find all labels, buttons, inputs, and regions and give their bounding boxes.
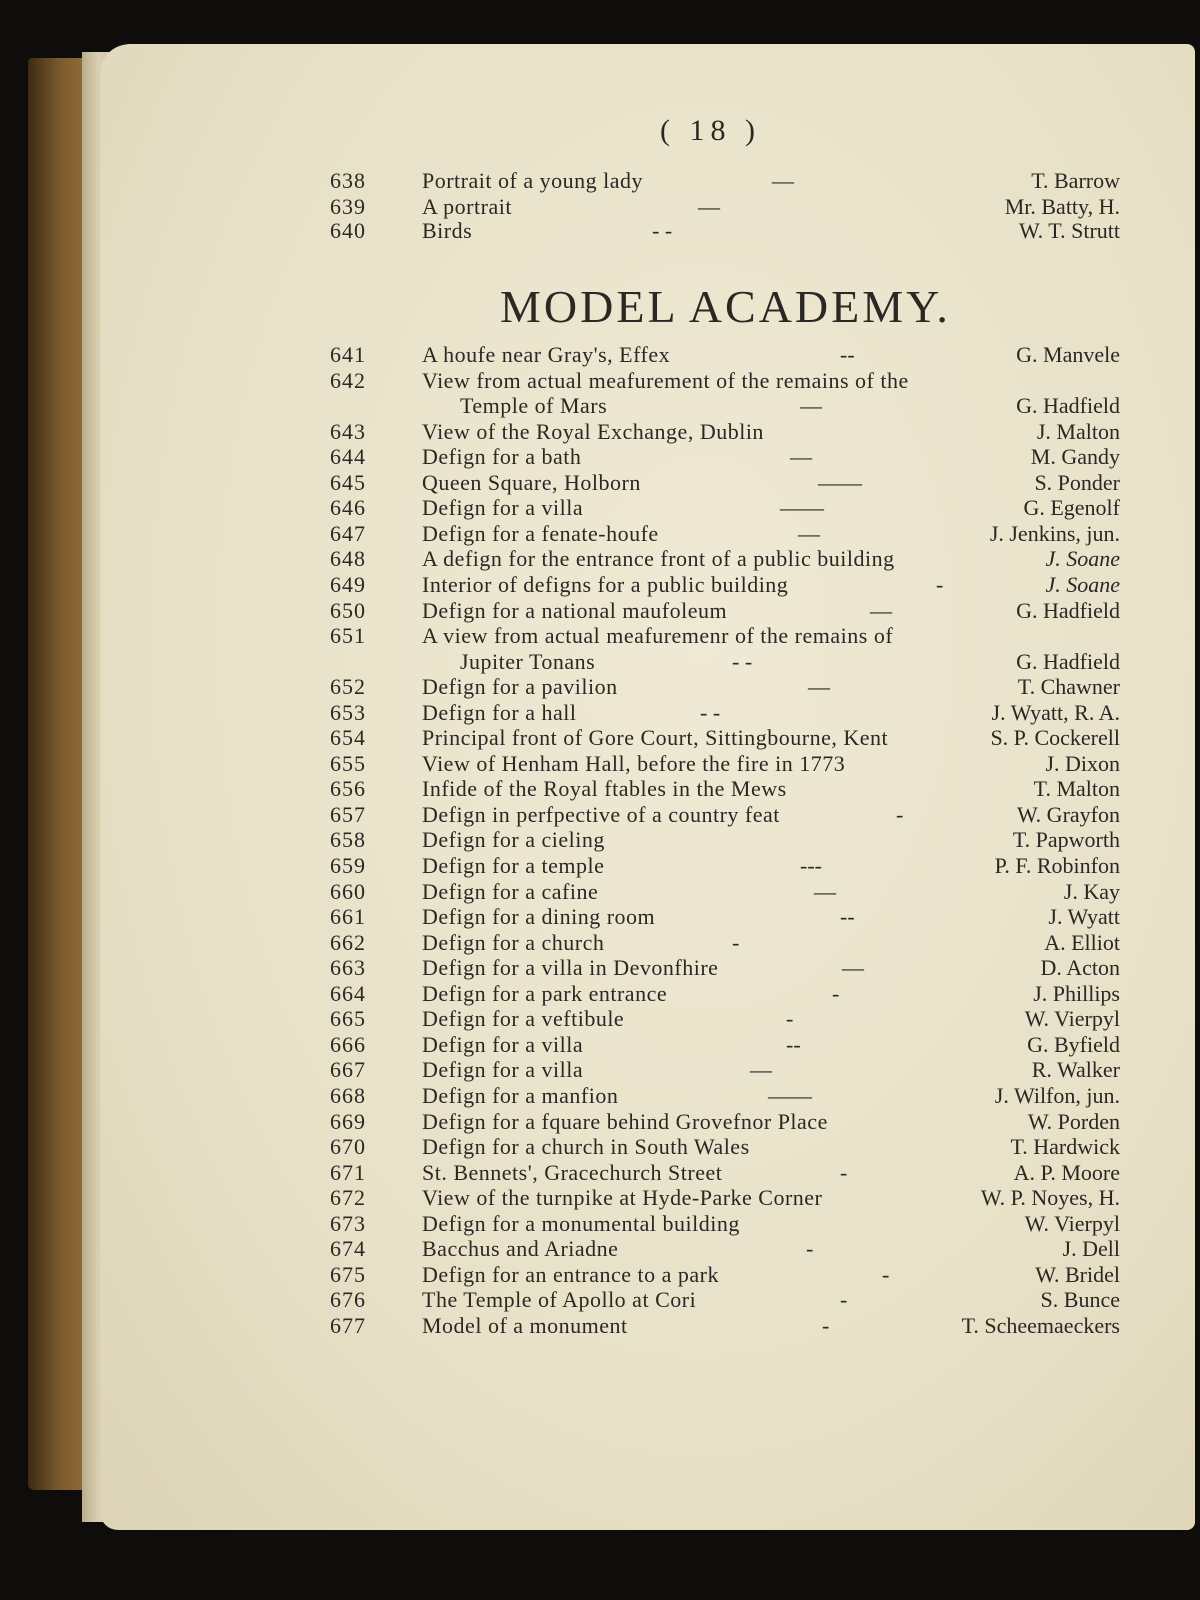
- entry-number: 653: [330, 700, 366, 725]
- entry-number: 657: [330, 802, 366, 827]
- entry-number: 658: [330, 827, 366, 852]
- entry-title: Portrait of a young lady: [422, 168, 643, 193]
- entry-dash-separator: -: [936, 572, 944, 597]
- entry-artist: M. Gandy: [1030, 444, 1120, 469]
- catalogue-entry: [100, 1032, 1195, 1058]
- catalogue-entry: [100, 1134, 1195, 1160]
- entry-artist: T. Chawner: [1017, 674, 1120, 699]
- catalogue-entry: [100, 930, 1195, 956]
- entry-number: 651: [330, 623, 366, 648]
- catalogue-entry: [100, 1313, 1195, 1339]
- entry-number: 664: [330, 981, 366, 1006]
- entry-number: 650: [330, 598, 366, 623]
- entry-artist: G. Egenolf: [1023, 495, 1120, 520]
- entry-title: A portrait: [422, 194, 512, 219]
- entry-artist: T. Barrow: [1031, 168, 1120, 193]
- entry-title: Model of a monument: [422, 1313, 628, 1338]
- catalogue-entry: [100, 393, 1195, 419]
- catalogue-entry: [100, 572, 1195, 598]
- entry-number: 659: [330, 853, 366, 878]
- entry-title: Infide of the Royal ftables in the Mews: [422, 776, 787, 801]
- page-number-header: ( 18 ): [660, 114, 761, 147]
- catalogue-entry: [100, 194, 1195, 220]
- entry-title: Jupiter Tonans: [460, 649, 596, 674]
- entry-title: The Temple of Apollo at Cori: [422, 1287, 697, 1312]
- entry-artist: A. Elliot: [1044, 930, 1120, 955]
- entry-artist: W. T. Strutt: [1018, 218, 1120, 243]
- entry-number: 645: [330, 470, 366, 495]
- entry-number: 644: [330, 444, 366, 469]
- catalogue-entry: [100, 827, 1195, 853]
- entry-artist: J. Dell: [1062, 1236, 1120, 1261]
- entry-title: Defign for a church: [422, 930, 605, 955]
- catalogue-entry: [100, 598, 1195, 624]
- catalogue-entry: [100, 853, 1195, 879]
- entry-number: 660: [330, 879, 366, 904]
- entry-artist: J. Wyatt, R. A.: [991, 700, 1120, 725]
- entry-title: View from actual meafurement of the remains of the: [422, 368, 909, 393]
- entry-number: 663: [330, 955, 366, 980]
- entry-number: 675: [330, 1262, 366, 1287]
- section-title: MODEL ACADEMY.: [500, 281, 951, 332]
- entry-title: Queen Square, Holborn: [422, 470, 641, 495]
- entry-title: Defign for a cafine: [422, 879, 599, 904]
- catalogue-entry: [100, 168, 1195, 194]
- entry-dash-separator: - -: [700, 700, 721, 725]
- entry-title: Bacchus and Ariadne: [422, 1236, 619, 1261]
- catalogue-entry: [100, 751, 1195, 777]
- entry-title: Defign for a dining room: [422, 904, 656, 929]
- catalogue-entry: [100, 904, 1195, 930]
- entry-artist: R. Walker: [1031, 1057, 1120, 1082]
- entry-number: 666: [330, 1032, 366, 1057]
- catalogue-entry: [100, 700, 1195, 726]
- entry-title: Defign for a villa: [422, 495, 584, 520]
- entry-artist: G. Hadfield: [1016, 598, 1120, 623]
- entry-dash-separator: - -: [732, 649, 753, 674]
- entry-dash-separator: —: [800, 393, 822, 418]
- catalogue-entry: [100, 342, 1195, 368]
- entry-artist: J. Soane: [1045, 546, 1120, 571]
- entry-dash-separator: -: [832, 981, 840, 1006]
- catalogue-entry: [100, 368, 1195, 394]
- catalogue-entry: [100, 1211, 1195, 1237]
- entry-title: Defign for a park entrance: [422, 981, 668, 1006]
- entry-dash-separator: ——: [768, 1083, 812, 1108]
- entry-artist: W. Bridel: [1035, 1262, 1120, 1287]
- entry-artist: J. Soane: [1045, 572, 1120, 597]
- catalogue-entry: [100, 879, 1195, 905]
- entry-dash-separator: ——: [780, 495, 824, 520]
- catalogue-entry: [100, 1236, 1195, 1262]
- catalogue-entry: [100, 802, 1195, 828]
- entry-artist: J. Phillips: [1033, 981, 1120, 1006]
- entry-number: 662: [330, 930, 366, 955]
- entry-title: Defign for a villa: [422, 1032, 584, 1057]
- entry-number: 673: [330, 1211, 366, 1236]
- catalogue-entry: [100, 981, 1195, 1007]
- entry-dash-separator: - -: [652, 218, 673, 243]
- entry-number: 641: [330, 342, 366, 367]
- entry-artist: P. F. Robinfon: [994, 853, 1120, 878]
- entry-number: 677: [330, 1313, 366, 1338]
- entry-number: 667: [330, 1057, 366, 1082]
- catalogue-entry: [100, 1185, 1195, 1211]
- entry-artist: J. Malton: [1036, 419, 1120, 444]
- entry-dash-separator: -: [732, 930, 740, 955]
- entry-title: A houfe near Gray's, Effex: [422, 342, 671, 367]
- catalogue-entry: [100, 1109, 1195, 1135]
- entry-artist: T. Papworth: [1012, 827, 1120, 852]
- entry-title: A defign for the entrance front of a public building: [422, 546, 895, 571]
- entry-artist: S. Ponder: [1034, 470, 1120, 495]
- entry-title: Defign for a hall: [422, 700, 577, 725]
- entry-number: 640: [330, 218, 366, 243]
- entry-dash-separator: -: [882, 1262, 890, 1287]
- entry-dash-separator: —: [842, 955, 864, 980]
- entry-title: Defign for a fquare behind Grovefnor Place: [422, 1109, 828, 1134]
- entry-dash-separator: --: [840, 342, 855, 367]
- catalogue-entry: [100, 444, 1195, 470]
- entry-title: Defign in perfpective of a country feat: [422, 802, 780, 827]
- entry-title: Defign for a villa in Devonfhire: [422, 955, 719, 980]
- catalogue-entry: [100, 1006, 1195, 1032]
- entry-title: Defign for a monumental building: [422, 1211, 740, 1236]
- entry-title: Defign for a veftibule: [422, 1006, 625, 1031]
- entry-number: 647: [330, 521, 366, 546]
- entry-title: Birds: [422, 218, 473, 243]
- catalogue-entry: [100, 1262, 1195, 1288]
- entry-artist: T. Malton: [1033, 776, 1120, 801]
- entry-number: 668: [330, 1083, 366, 1108]
- catalogue-entry: [100, 725, 1195, 751]
- entry-number: 671: [330, 1160, 366, 1185]
- entry-dash-separator: —: [798, 521, 820, 546]
- entry-number: 676: [330, 1287, 366, 1312]
- entry-dash-separator: -: [840, 1160, 848, 1185]
- entry-number: 665: [330, 1006, 366, 1031]
- entry-artist: D. Acton: [1040, 955, 1120, 980]
- entry-title: Defign for a temple: [422, 853, 605, 878]
- entry-dash-separator: --: [786, 1032, 801, 1057]
- catalogue-entry: [100, 955, 1195, 981]
- entry-artist: T. Scheemaeckers: [961, 1313, 1120, 1338]
- entry-title: Temple of Mars: [460, 393, 608, 418]
- catalogue-page: [100, 44, 1195, 1530]
- entry-dash-separator: —: [698, 194, 720, 219]
- entry-number: 648: [330, 546, 366, 571]
- entry-artist: W. Vierpyl: [1024, 1006, 1120, 1031]
- entry-number: 646: [330, 495, 366, 520]
- entry-artist: W. Vierpyl: [1024, 1211, 1120, 1236]
- entry-title: Defign for an entrance to a park: [422, 1262, 719, 1287]
- entry-dash-separator: -: [822, 1313, 830, 1338]
- entry-title: Defign for a cieling: [422, 827, 605, 852]
- entry-title: View of the turnpike at Hyde-Parke Corner: [422, 1185, 823, 1210]
- entry-title: Defign for a manfion: [422, 1083, 619, 1108]
- entry-dash-separator: ——: [818, 470, 862, 495]
- entry-number: 669: [330, 1109, 366, 1134]
- entry-dash-separator: --: [840, 904, 855, 929]
- entry-artist: W. P. Noyes, H.: [980, 1185, 1120, 1210]
- entry-artist: J. Dixon: [1045, 751, 1120, 776]
- entry-artist: J. Wyatt: [1048, 904, 1120, 929]
- entry-title: St. Bennets', Gracechurch Street: [422, 1160, 723, 1185]
- entry-artist: Mr. Batty, H.: [1004, 194, 1120, 219]
- catalogue-entry: [100, 419, 1195, 445]
- entry-number: 638: [330, 168, 366, 193]
- entry-title: Interior of defigns for a public building: [422, 572, 789, 597]
- entry-number: 674: [330, 1236, 366, 1261]
- entry-number: 672: [330, 1185, 366, 1210]
- entry-artist: J. Jenkins, jun.: [989, 521, 1120, 546]
- entry-dash-separator: -: [896, 802, 904, 827]
- entry-artist: G. Hadfield: [1016, 393, 1120, 418]
- catalogue-entry: [100, 649, 1195, 675]
- entry-number: 642: [330, 368, 366, 393]
- entry-dash-separator: —: [750, 1057, 772, 1082]
- entry-number: 656: [330, 776, 366, 801]
- entry-number: 655: [330, 751, 366, 776]
- entry-dash-separator: -: [786, 1006, 794, 1031]
- entry-dash-separator: -: [806, 1236, 814, 1261]
- catalogue-entry: [100, 521, 1195, 547]
- catalogue-entry: [100, 495, 1195, 521]
- entry-number: 639: [330, 194, 366, 219]
- catalogue-entry: [100, 1083, 1195, 1109]
- catalogue-entry: [100, 1160, 1195, 1186]
- entry-dash-separator: —: [808, 674, 830, 699]
- entry-artist: G. Manvele: [1016, 342, 1120, 367]
- catalogue-entry: [100, 470, 1195, 496]
- entry-title: View of Henham Hall, before the fire in 1773: [422, 751, 846, 776]
- entry-artist: G. Byfield: [1027, 1032, 1120, 1057]
- entry-title: Principal front of Gore Court, Sittingbourne, Kent: [422, 725, 889, 750]
- entry-artist: S. P. Cockerell: [990, 725, 1120, 750]
- entry-artist: T. Hardwick: [1010, 1134, 1120, 1159]
- entry-artist: G. Hadfield: [1016, 649, 1120, 674]
- entry-title: Defign for a villa: [422, 1057, 584, 1082]
- entry-dash-separator: ---: [800, 853, 822, 878]
- entry-number: 652: [330, 674, 366, 699]
- entry-dash-separator: —: [790, 444, 812, 469]
- entry-dash-separator: —: [814, 879, 836, 904]
- entry-dash-separator: -: [840, 1287, 848, 1312]
- entry-title: View of the Royal Exchange, Dublin: [422, 419, 764, 444]
- entry-number: 670: [330, 1134, 366, 1159]
- entry-number: 661: [330, 904, 366, 929]
- entry-artist: W. Grayfon: [1016, 802, 1120, 827]
- entry-title: Defign for a bath: [422, 444, 582, 469]
- entry-artist: S. Bunce: [1040, 1287, 1120, 1312]
- entry-title: Defign for a fenate-houfe: [422, 521, 659, 546]
- entry-artist: J. Kay: [1063, 879, 1120, 904]
- entry-number: 643: [330, 419, 366, 444]
- catalogue-entry: [100, 623, 1195, 649]
- entry-dash-separator: —: [870, 598, 892, 623]
- catalogue-entry: [100, 1287, 1195, 1313]
- catalogue-entry: [100, 546, 1195, 572]
- entry-dash-separator: —: [772, 168, 794, 193]
- entry-title: Defign for a national maufoleum: [422, 598, 728, 623]
- catalogue-entry: [100, 674, 1195, 700]
- entry-title: Defign for a church in South Wales: [422, 1134, 750, 1159]
- entry-title: A view from actual meafuremenr of the remains of: [422, 623, 894, 648]
- entry-title: Defign for a pavilion: [422, 674, 618, 699]
- entry-artist: J. Wilfon, jun.: [994, 1083, 1120, 1108]
- entry-number: 654: [330, 725, 366, 750]
- catalogue-entry: [100, 218, 1195, 244]
- entry-artist: W. Porden: [1027, 1109, 1120, 1134]
- catalogue-entry: [100, 776, 1195, 802]
- entry-number: 649: [330, 572, 366, 597]
- catalogue-entry: [100, 1057, 1195, 1083]
- entry-artist: A. P. Moore: [1013, 1160, 1120, 1185]
